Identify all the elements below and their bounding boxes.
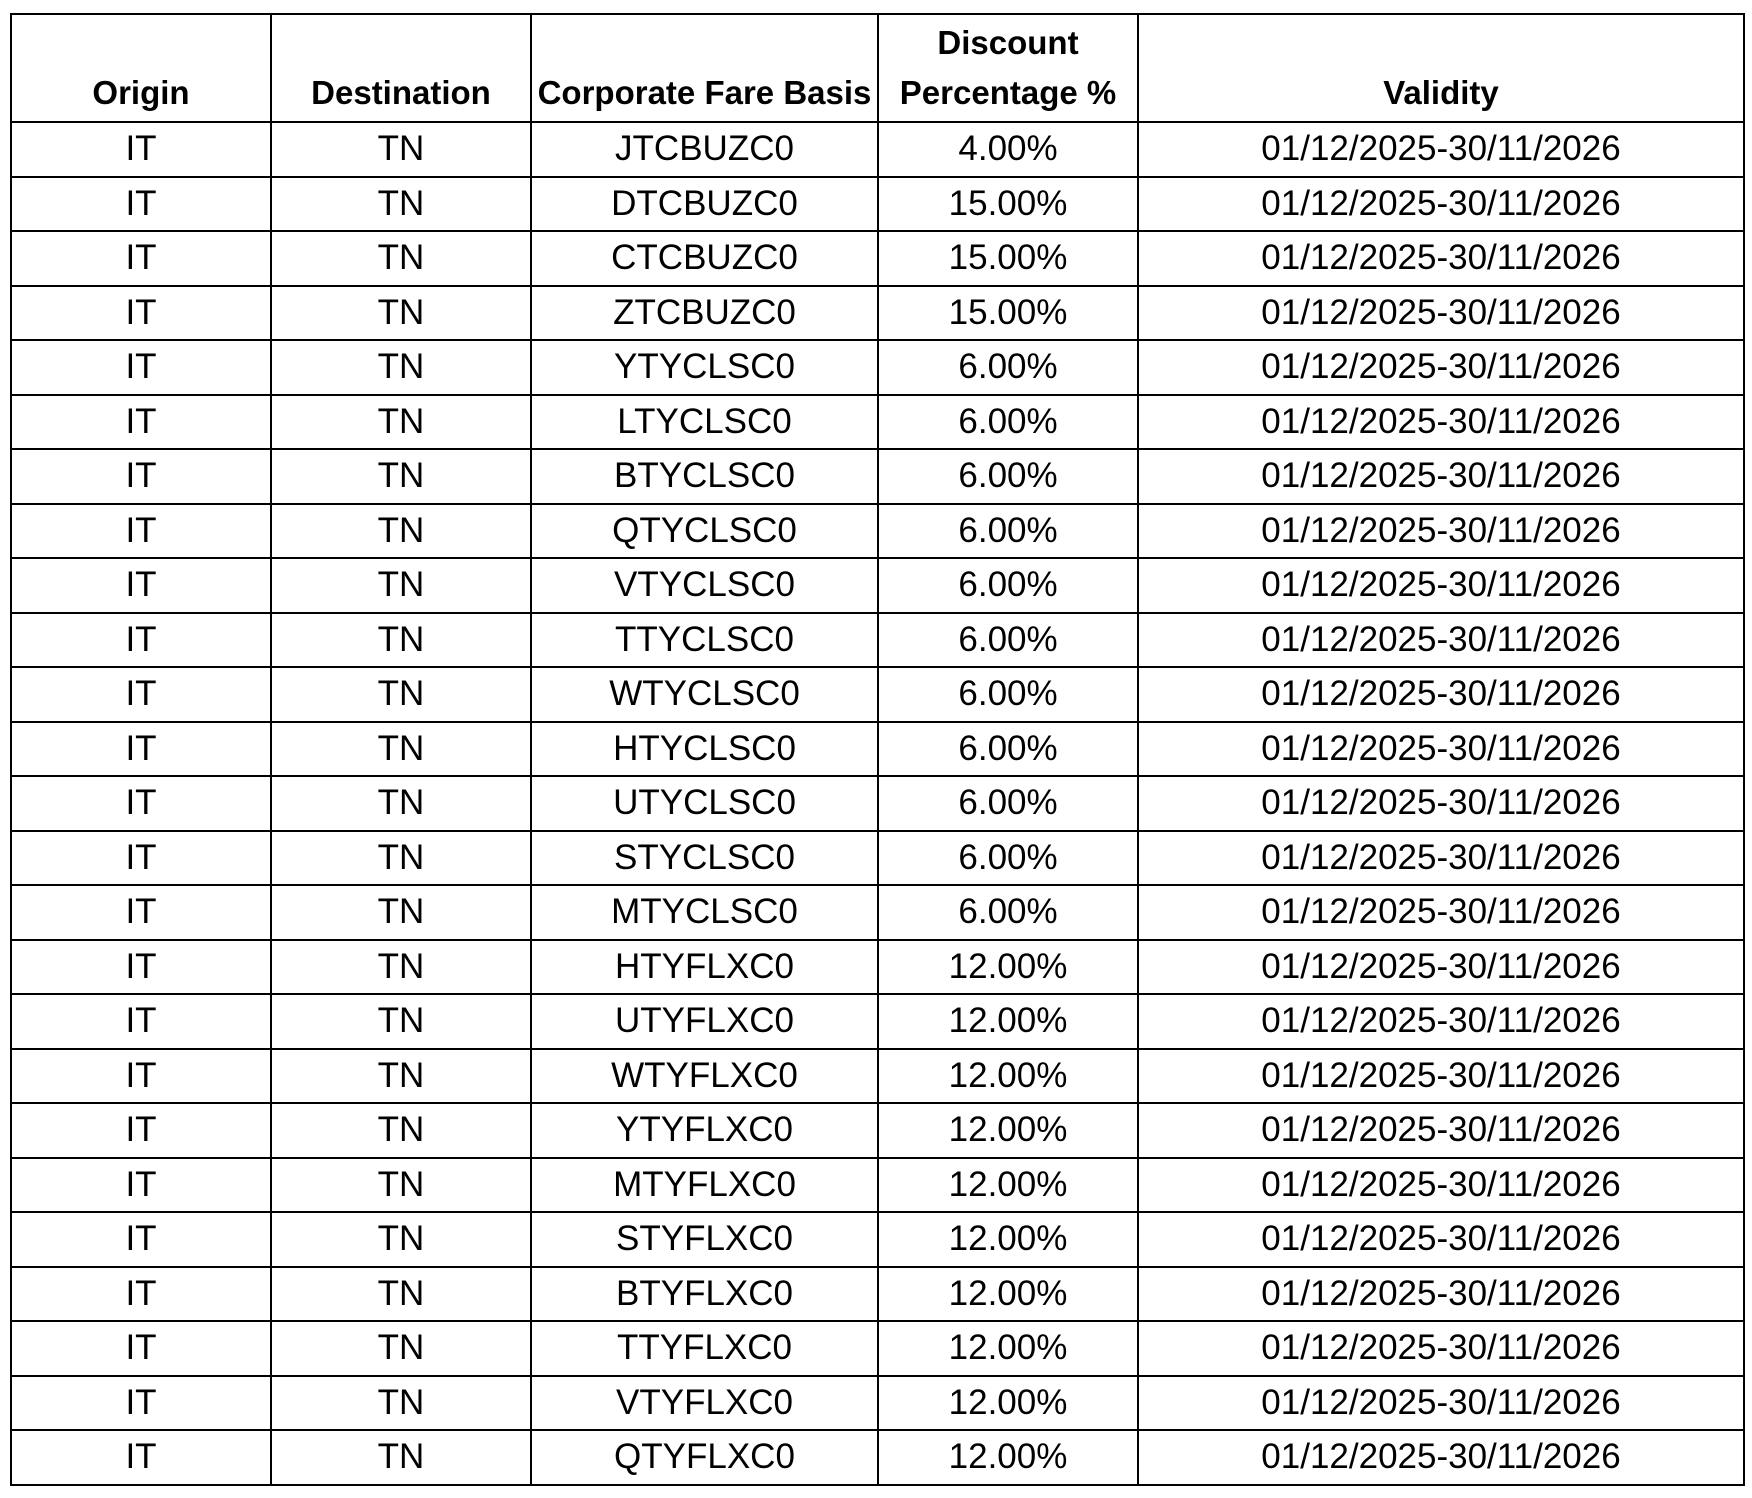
cell-discount: 15.00%	[878, 286, 1138, 341]
cell-validity: 01/12/2025-30/11/2026	[1138, 940, 1744, 995]
table-row	[11, 1376, 1744, 1431]
table-row	[11, 177, 1744, 232]
cell-validity: 01/12/2025-30/11/2026	[1138, 994, 1744, 1049]
table-row	[11, 613, 1744, 668]
table-row	[11, 1103, 1744, 1158]
cell-validity: 01/12/2025-30/11/2026	[1138, 231, 1744, 286]
cell-origin: IT	[11, 1049, 271, 1104]
table-body	[11, 122, 1744, 1485]
cell-destination: TN	[271, 449, 531, 504]
cell-origin: IT	[11, 885, 271, 940]
table-row	[11, 1158, 1744, 1213]
cell-origin: IT	[11, 1212, 271, 1267]
cell-origin: IT	[11, 177, 271, 232]
cell-origin: IT	[11, 1103, 271, 1158]
table-row	[11, 504, 1744, 559]
cell-fare-basis: LTYCLSC0	[531, 395, 878, 450]
cell-validity: 01/12/2025-30/11/2026	[1138, 667, 1744, 722]
cell-origin: IT	[11, 613, 271, 668]
header-corporate-fare-basis: Corporate Fare Basis	[531, 14, 878, 122]
corporate-fare-table	[10, 13, 1745, 1486]
cell-fare-basis: STYFLXC0	[531, 1212, 878, 1267]
header-origin: Origin	[11, 14, 271, 122]
cell-destination: TN	[271, 885, 531, 940]
cell-fare-basis: MTYFLXC0	[531, 1158, 878, 1213]
cell-fare-basis: VTYCLSC0	[531, 558, 878, 613]
cell-discount: 15.00%	[878, 177, 1138, 232]
cell-destination: TN	[271, 286, 531, 341]
cell-origin: IT	[11, 1158, 271, 1213]
fare-table-container	[10, 13, 1743, 1486]
cell-destination: TN	[271, 504, 531, 559]
cell-discount: 12.00%	[878, 1376, 1138, 1431]
cell-validity: 01/12/2025-30/11/2026	[1138, 122, 1744, 177]
cell-fare-basis: DTCBUZC0	[531, 177, 878, 232]
cell-discount: 12.00%	[878, 1158, 1138, 1213]
cell-validity: 01/12/2025-30/11/2026	[1138, 722, 1744, 777]
cell-fare-basis: HTYFLXC0	[531, 940, 878, 995]
cell-fare-basis: STYCLSC0	[531, 831, 878, 886]
cell-discount: 15.00%	[878, 231, 1138, 286]
cell-validity: 01/12/2025-30/11/2026	[1138, 449, 1744, 504]
table-row	[11, 1430, 1744, 1485]
cell-discount: 12.00%	[878, 940, 1138, 995]
cell-origin: IT	[11, 831, 271, 886]
cell-destination: TN	[271, 1049, 531, 1104]
cell-origin: IT	[11, 940, 271, 995]
table-row	[11, 1321, 1744, 1376]
cell-origin: IT	[11, 504, 271, 559]
cell-fare-basis: QTYCLSC0	[531, 504, 878, 559]
cell-destination: TN	[271, 177, 531, 232]
cell-destination: TN	[271, 776, 531, 831]
cell-destination: TN	[271, 1267, 531, 1322]
cell-discount: 6.00%	[878, 504, 1138, 559]
table-row	[11, 722, 1744, 777]
cell-fare-basis: UTYFLXC0	[531, 994, 878, 1049]
cell-origin: IT	[11, 1430, 271, 1485]
cell-fare-basis: CTCBUZC0	[531, 231, 878, 286]
table-row	[11, 831, 1744, 886]
header-discount-percentage: Discount Percentage %	[878, 14, 1138, 122]
cell-discount: 12.00%	[878, 1430, 1138, 1485]
cell-origin: IT	[11, 1267, 271, 1322]
cell-fare-basis: VTYFLXC0	[531, 1376, 878, 1431]
table-row	[11, 1212, 1744, 1267]
cell-discount: 6.00%	[878, 449, 1138, 504]
cell-validity: 01/12/2025-30/11/2026	[1138, 395, 1744, 450]
cell-validity: 01/12/2025-30/11/2026	[1138, 1049, 1744, 1104]
cell-validity: 01/12/2025-30/11/2026	[1138, 1267, 1744, 1322]
cell-destination: TN	[271, 831, 531, 886]
table-row	[11, 940, 1744, 995]
cell-destination: TN	[271, 231, 531, 286]
table-row	[11, 340, 1744, 395]
cell-destination: TN	[271, 667, 531, 722]
table-row	[11, 558, 1744, 613]
cell-discount: 6.00%	[878, 722, 1138, 777]
cell-discount: 6.00%	[878, 395, 1138, 450]
cell-fare-basis: TTYFLXC0	[531, 1321, 878, 1376]
cell-destination: TN	[271, 722, 531, 777]
table-row	[11, 885, 1744, 940]
cell-discount: 6.00%	[878, 831, 1138, 886]
cell-discount: 12.00%	[878, 1049, 1138, 1104]
table-row	[11, 231, 1744, 286]
cell-destination: TN	[271, 558, 531, 613]
table-row	[11, 122, 1744, 177]
cell-fare-basis: YTYCLSC0	[531, 340, 878, 395]
cell-fare-basis: UTYCLSC0	[531, 776, 878, 831]
cell-origin: IT	[11, 1321, 271, 1376]
cell-destination: TN	[271, 1158, 531, 1213]
cell-validity: 01/12/2025-30/11/2026	[1138, 613, 1744, 668]
cell-validity: 01/12/2025-30/11/2026	[1138, 558, 1744, 613]
cell-fare-basis: TTYCLSC0	[531, 613, 878, 668]
cell-destination: TN	[271, 1103, 531, 1158]
cell-validity: 01/12/2025-30/11/2026	[1138, 1103, 1744, 1158]
cell-validity: 01/12/2025-30/11/2026	[1138, 776, 1744, 831]
cell-validity: 01/12/2025-30/11/2026	[1138, 1212, 1744, 1267]
cell-discount: 4.00%	[878, 122, 1138, 177]
table-row	[11, 776, 1744, 831]
cell-discount: 12.00%	[878, 994, 1138, 1049]
cell-discount: 12.00%	[878, 1212, 1138, 1267]
table-row	[11, 994, 1744, 1049]
cell-validity: 01/12/2025-30/11/2026	[1138, 1158, 1744, 1213]
cell-discount: 6.00%	[878, 776, 1138, 831]
cell-origin: IT	[11, 231, 271, 286]
cell-discount: 12.00%	[878, 1321, 1138, 1376]
cell-validity: 01/12/2025-30/11/2026	[1138, 831, 1744, 886]
cell-destination: TN	[271, 395, 531, 450]
cell-validity: 01/12/2025-30/11/2026	[1138, 885, 1744, 940]
cell-validity: 01/12/2025-30/11/2026	[1138, 177, 1744, 232]
table-row	[11, 1267, 1744, 1322]
header-row	[11, 14, 1744, 122]
cell-validity: 01/12/2025-30/11/2026	[1138, 1321, 1744, 1376]
table-row	[11, 286, 1744, 341]
cell-validity: 01/12/2025-30/11/2026	[1138, 1430, 1744, 1485]
header-destination: Destination	[271, 14, 531, 122]
cell-destination: TN	[271, 940, 531, 995]
cell-discount: 6.00%	[878, 885, 1138, 940]
cell-discount: 6.00%	[878, 613, 1138, 668]
cell-fare-basis: MTYCLSC0	[531, 885, 878, 940]
cell-validity: 01/12/2025-30/11/2026	[1138, 504, 1744, 559]
cell-destination: TN	[271, 122, 531, 177]
table-row	[11, 667, 1744, 722]
cell-destination: TN	[271, 1321, 531, 1376]
cell-origin: IT	[11, 395, 271, 450]
cell-discount: 6.00%	[878, 558, 1138, 613]
cell-origin: IT	[11, 667, 271, 722]
cell-origin: IT	[11, 994, 271, 1049]
table-row	[11, 449, 1744, 504]
cell-destination: TN	[271, 1430, 531, 1485]
cell-destination: TN	[271, 340, 531, 395]
table-row	[11, 395, 1744, 450]
cell-fare-basis: WTYCLSC0	[531, 667, 878, 722]
cell-fare-basis: HTYCLSC0	[531, 722, 878, 777]
cell-fare-basis: BTYCLSC0	[531, 449, 878, 504]
cell-destination: TN	[271, 613, 531, 668]
cell-origin: IT	[11, 558, 271, 613]
cell-fare-basis: JTCBUZC0	[531, 122, 878, 177]
cell-origin: IT	[11, 286, 271, 341]
cell-origin: IT	[11, 1376, 271, 1431]
cell-fare-basis: ZTCBUZC0	[531, 286, 878, 341]
cell-origin: IT	[11, 122, 271, 177]
cell-validity: 01/12/2025-30/11/2026	[1138, 286, 1744, 341]
cell-destination: TN	[271, 1212, 531, 1267]
cell-fare-basis: QTYFLXC0	[531, 1430, 878, 1485]
cell-discount: 12.00%	[878, 1103, 1138, 1158]
cell-fare-basis: WTYFLXC0	[531, 1049, 878, 1104]
table-row	[11, 1049, 1744, 1104]
header-validity: Validity	[1138, 14, 1744, 122]
cell-origin: IT	[11, 722, 271, 777]
cell-origin: IT	[11, 449, 271, 504]
cell-fare-basis: YTYFLXC0	[531, 1103, 878, 1158]
cell-destination: TN	[271, 1376, 531, 1431]
cell-discount: 12.00%	[878, 1267, 1138, 1322]
cell-discount: 6.00%	[878, 340, 1138, 395]
cell-destination: TN	[271, 994, 531, 1049]
cell-discount: 6.00%	[878, 667, 1138, 722]
cell-validity: 01/12/2025-30/11/2026	[1138, 1376, 1744, 1431]
cell-validity: 01/12/2025-30/11/2026	[1138, 340, 1744, 395]
cell-origin: IT	[11, 776, 271, 831]
cell-origin: IT	[11, 340, 271, 395]
cell-fare-basis: BTYFLXC0	[531, 1267, 878, 1322]
